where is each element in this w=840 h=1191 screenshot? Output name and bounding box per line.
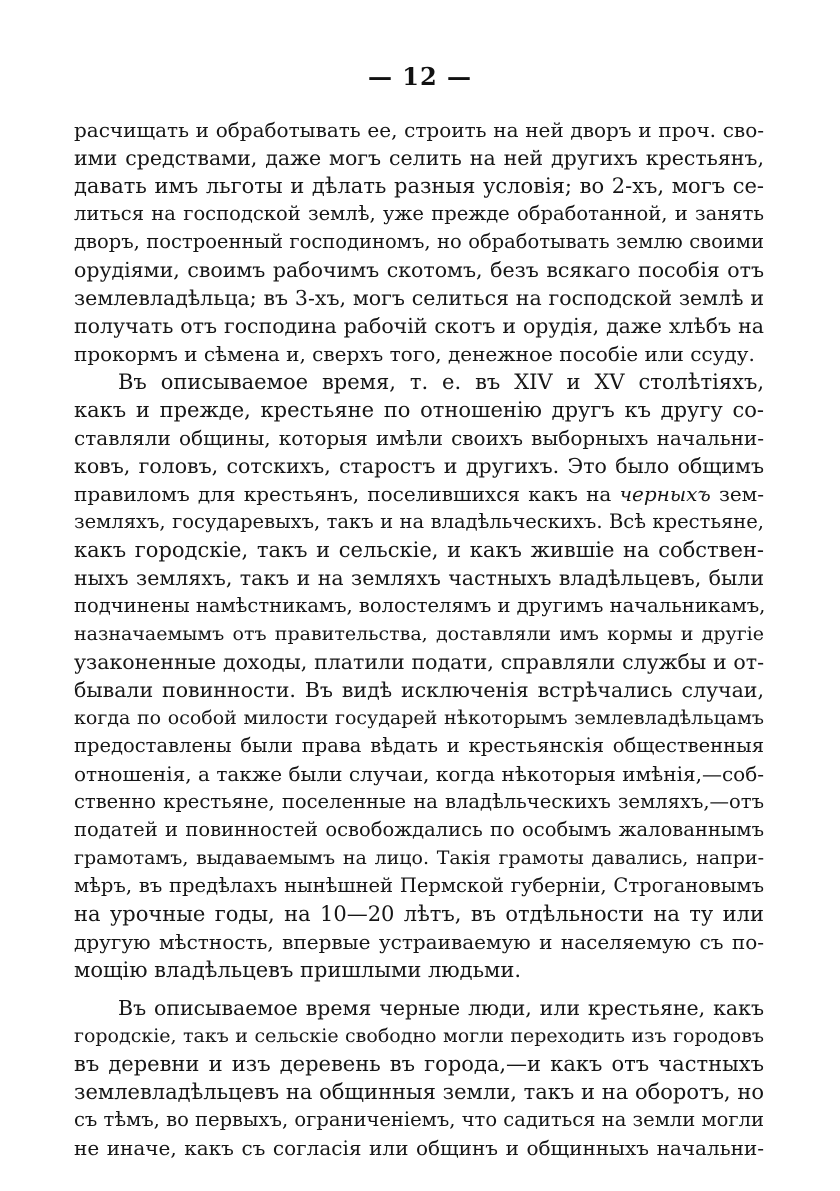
text-line: подчинены намѣстникамъ, волостелямъ и другимъ начальникамъ, [74,594,766,617]
text-line: давать имъ льготы и дѣлать разныя условія; во 2-хъ, могъ се- [74,174,764,198]
italic-word: черныхъ [619,482,711,506]
text-line: землевладѣльца; въ 3-хъ, могъ селиться на господской землѣ и [74,286,764,310]
text-line: мощію владѣльцевъ пришлыми людьми. [74,958,522,982]
text-line: назначаемымъ отъ правительства, доставляли имъ кормы и другіе [74,623,764,645]
text-line: бывали повинности. Въ видѣ исключенія встрѣчались случаи, [74,678,764,702]
text-line: городскіе, такъ и сельскіе свободно могли переходить изъ городовъ [74,1025,764,1047]
text-line: расчищать и обработывать ее, строить на ней дворъ и проч. сво- [74,118,764,142]
text-line: не иначе, какъ съ согласія или общинъ и общинныхъ начальни- [74,1136,764,1160]
text-line: узаконенные доходы, платили подати, справляли службы и от- [74,650,764,674]
text-line: ственно крестьяне, поселенные на владѣльческихъ земляхъ,—отъ [74,790,764,813]
text-line: ставляли общины, которыя имѣли своихъ выборныхъ начальни- [74,426,764,450]
text-line: предоставлены были права вѣдать и крестьянскія общественныя [74,734,764,757]
text-line: въ деревни и изъ деревень въ города,—и какъ отъ частныхъ [74,1052,764,1076]
text-line: ныхъ земляхъ, такъ и на земляхъ частныхъ владѣльцевъ, были [74,566,764,590]
text-line-with-italic [74,480,764,508]
text-line: податей и повинностей освобождались по особымъ жалованнымъ [74,818,764,841]
text-line: грамотамъ, выдаваемымъ на лицо. Такія грамоты давались, напри- [74,847,764,869]
text-line: когда по особой милости государей нѣкоторымъ землевладѣльцамъ [74,707,764,729]
page-number: — 12 — [367,62,473,91]
text-line: землевладѣльцевъ на общинныя земли, такъ и на оборотъ, но [74,1080,764,1104]
text-segment: зем- [718,482,764,506]
text-line: дворъ, построенный господиномъ, но обработывать землю своими [74,230,764,253]
text-line: какъ городскіе, такъ и сельскіе, и какъ жившіе на собствен- [74,538,764,562]
text-line: земляхъ, государевыхъ, такъ и на владѣльческихъ. Всѣ крестьяне, [74,510,764,533]
text-line: на урочные годы, на 10—20 лѣтъ, въ отдѣльности на ту или [74,902,764,926]
text-line: мѣръ, въ предѣлахъ нынѣшней Пермской губерніи, Строгановымъ [74,874,764,897]
text-line: получать отъ господина рабочій скотъ и орудія, даже хлѣбъ на [74,314,764,338]
text-line: Въ описываемое время черные люди, или крестьяне, какъ [118,996,764,1020]
text-line: ковъ, головъ, сотскихъ, старостъ и другихъ. Это было общимъ [74,454,764,478]
text-line: литься на господской землѣ, уже прежде обработанной, и занять [74,202,764,225]
text-line: съ тѣмъ, во первыхъ, ограниченіемъ, что садиться на земли могли [74,1108,764,1131]
text-line: ими средствами, даже могъ селить на ней другихъ крестьянъ, [74,146,764,170]
text-segment: правиломъ для крестьянъ, поселившихся какъ на [74,482,612,506]
text-line: орудіями, своимъ рабочимъ скотомъ, безъ всякаго пособія отъ [74,258,764,282]
text-line: другую мѣстность, впервые устраиваемую и населяемую съ по- [74,930,764,954]
text-line: какъ и прежде, крестьяне по отношенію другъ къ другу со- [74,398,764,422]
text-line: отношенія, а также были случаи, когда нѣкоторыя имѣнія,—соб- [74,762,764,786]
text-line: прокормъ и сѣмена и, сверхъ того, денежное пособіе или ссуду. [74,342,755,366]
text-line: Въ описываемое время, т. е. въ XIV и XV столѣтіяхъ, [118,370,764,394]
